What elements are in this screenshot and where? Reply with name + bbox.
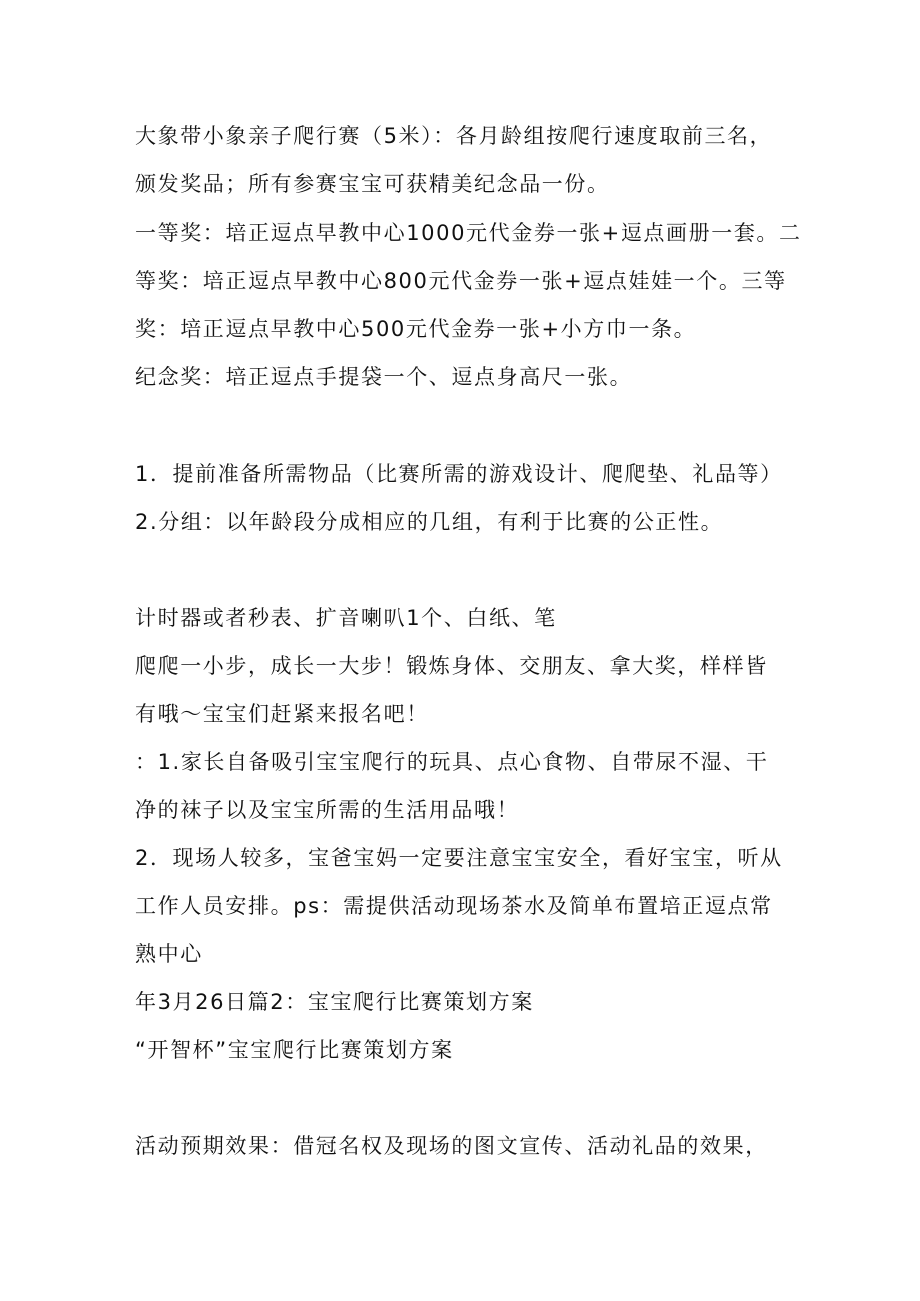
text-line: ：1.家长自备吸引宝宝爬行的玩具、点心食物、自带尿不湿、干 — [135, 750, 769, 774]
text-line: 等奖：培正逗点早教中心800元代金券一张+逗点娃娃一个。三等 — [135, 269, 787, 293]
text-line: 一等奖：培正逗点早教中心1000元代金券一张+逗点画册一套。二 — [135, 221, 802, 245]
text-line: 2.分组：以年龄段分成相应的几组，有利于比赛的公正性。 — [135, 510, 724, 534]
text-line: 奖：培正逗点早教中心500元代金券一张+小方巾一条。 — [135, 317, 697, 341]
text-line: 大象带小象亲子爬行赛（5米）：各月龄组按爬行速度取前三名， — [135, 124, 773, 148]
text-line: 有哦～宝宝们赶紧来报名吧！ — [135, 702, 429, 726]
text-line: 活动预期效果：借冠名权及现场的图文宣传、活动礼品的效果， — [135, 1134, 768, 1158]
text-line: 净的袜子以及宝宝所需的生活用品哦！ — [135, 798, 520, 822]
text-line: 颁发奖品；所有参赛宝宝可获精美纪念品一份。 — [135, 172, 610, 196]
text-line: 工作人员安排。ps：需提供活动现场茶水及简单布置培正逗点常 — [135, 894, 773, 918]
text-line: “开智杯”宝宝爬行比赛策划方案 — [135, 1038, 454, 1062]
text-line: 计时器或者秒表、扩音喇叭1个、白纸、笔 — [135, 606, 557, 630]
text-line: 年3月26日篇2：宝宝爬行比赛策划方案 — [135, 990, 534, 1014]
text-line: 纪念奖：培正逗点手提袋一个、逗点身高尺一张。 — [135, 365, 633, 389]
text-line: 爬爬一小步，成长一大步！锻炼身体、交朋友、拿大奖，样样皆 — [135, 654, 768, 678]
text-line: 熟中心 — [135, 942, 203, 966]
text-line: 2．现场人较多，宝爸宝妈一定要注意宝宝安全，看好宝宝，听从 — [135, 846, 783, 870]
text-line: 1．提前准备所需物品（比赛所需的游戏设计、爬爬垫、礼品等） — [135, 462, 783, 486]
